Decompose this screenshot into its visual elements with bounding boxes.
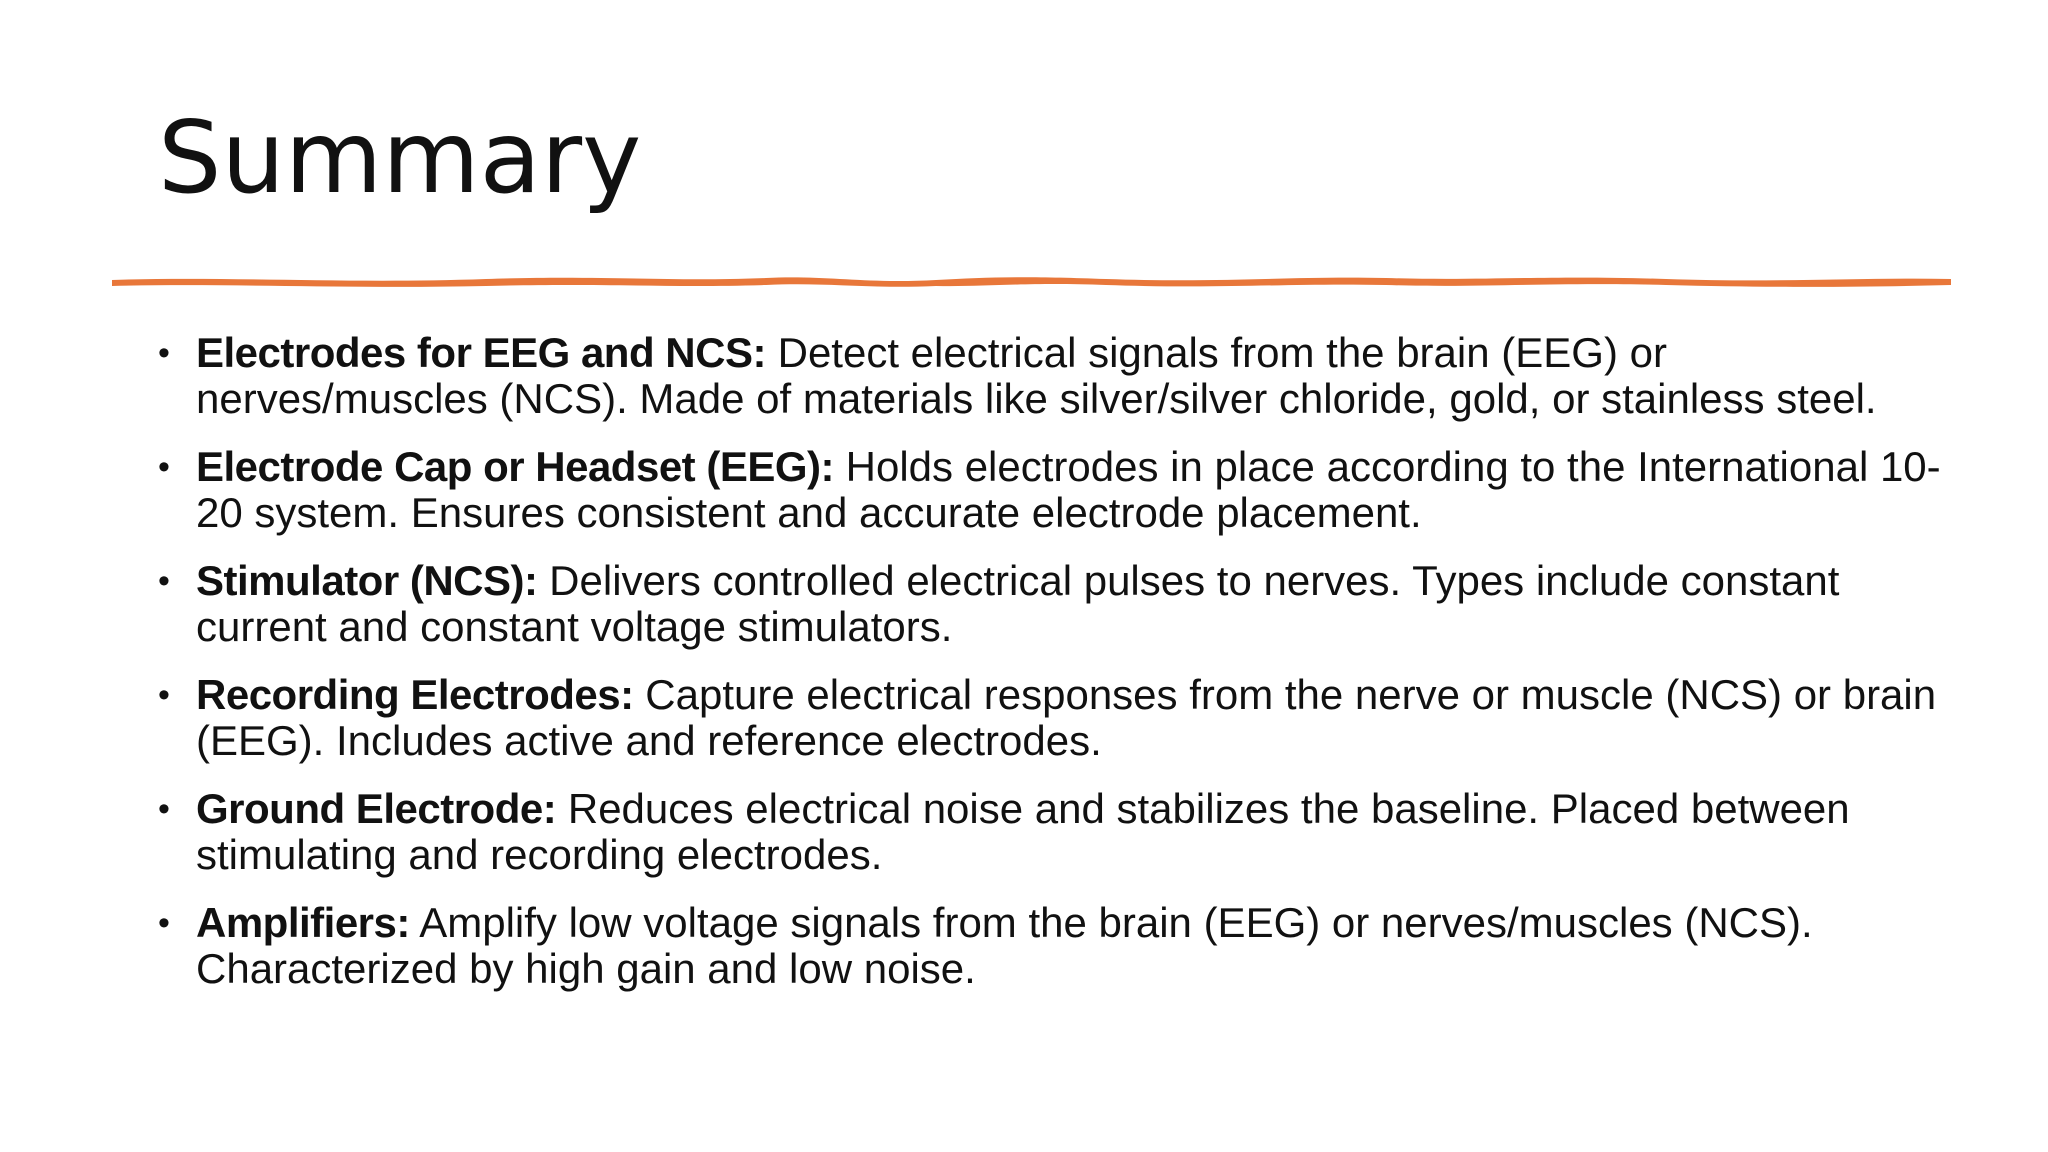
- list-item: [158, 786, 1958, 878]
- bullet-term: Ground Electrode:: [196, 785, 557, 832]
- bullet-dot-icon: •: [158, 334, 170, 372]
- bullet-term: Amplifiers:: [196, 899, 410, 946]
- list-item: [158, 558, 1958, 650]
- bullet-text: Reduces electrical noise and stabilizes the baseline. Placed between stimulating and recording electrodes.: [196, 785, 1850, 878]
- bullet-dot-icon: •: [158, 448, 170, 486]
- brushstroke-path: [112, 277, 1951, 287]
- bullet-dot-icon: •: [158, 676, 170, 714]
- summary-bullet-list: [158, 330, 1958, 1014]
- list-item: [158, 444, 1958, 536]
- bullet-term: Electrodes for EEG and NCS:: [196, 329, 766, 376]
- bullet-text: Amplify low voltage signals from the brain (EEG) or nerves/muscles (NCS). Characterized by high gain and low noise.: [196, 899, 1813, 992]
- bullet-dot-icon: •: [158, 790, 170, 828]
- list-item: [158, 672, 1958, 764]
- bullet-text: Delivers controlled electrical pulses to nerves. Types include constant current and constant voltage stimulators.: [196, 557, 1840, 650]
- bullet-text: Capture electrical responses from the nerve or muscle (NCS) or brain (EEG). Includes active and reference electrodes.: [196, 671, 1937, 764]
- list-item: [158, 900, 1958, 992]
- bullet-term: Electrode Cap or Headset (EEG):: [196, 443, 834, 490]
- bullet-dot-icon: •: [158, 562, 170, 600]
- bullet-term: Stimulator (NCS):: [196, 557, 538, 604]
- bullet-dot-icon: •: [158, 904, 170, 942]
- bullet-term: Recording Electrodes:: [196, 671, 634, 718]
- bullet-text: Detect electrical signals from the brain (EEG) or nerves/muscles (NCS). Made of materials like silver/silver chloride, gold, or stainless steel.: [196, 329, 1877, 422]
- title-underline-brushstroke: [106, 270, 1956, 294]
- slide-title: Summary: [158, 99, 642, 216]
- list-item: [158, 330, 1958, 422]
- bullet-text: Holds electrodes in place according to the International 10-20 system. Ensures consistent and accurate electrode placement.: [196, 443, 1941, 536]
